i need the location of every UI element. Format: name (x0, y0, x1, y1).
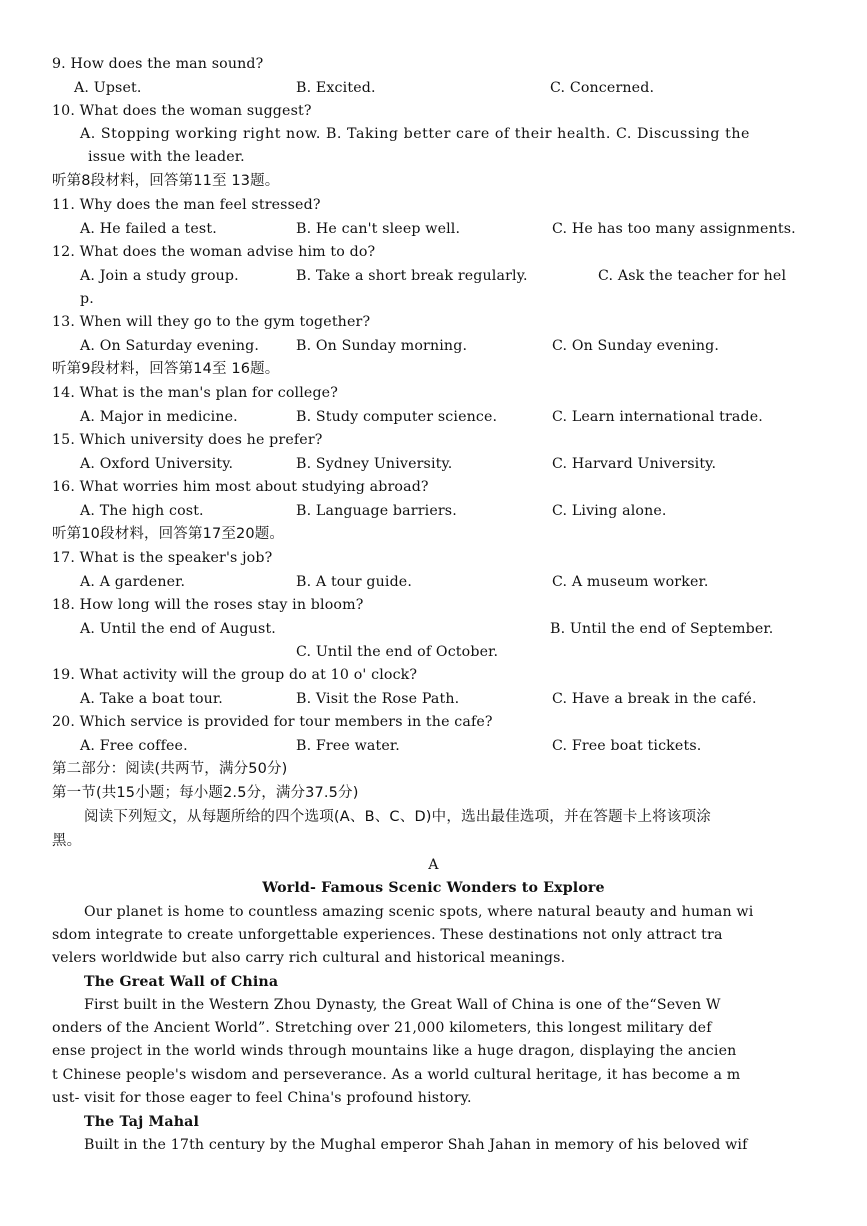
section-1-heading: 第一节(共15小题；每小题2.5分，满分37.5分) (52, 785, 359, 801)
question-14-option-b: B. Study computer science. (296, 409, 498, 425)
question-15-option-b: B. Sydney University. (296, 456, 453, 472)
question-20-stem: 20. Which service is provided for tour members in the cafe? (52, 714, 493, 730)
question-14-stem: 14. What is the man's plan for college? (52, 385, 338, 401)
question-12-stem: 12. What does the woman advise him to do? (52, 244, 376, 260)
question-12-option-a: A. Join a study group. (80, 268, 239, 284)
part-2-heading: 第二部分：阅读(共两节，满分50分) (52, 761, 288, 777)
section-8-instruction: 听第8段材料，回答第11至 13题。 (52, 173, 280, 189)
great-wall-line-1: First built in the Western Zhou Dynasty, the Great Wall of China is one of the“Seven W (84, 997, 721, 1013)
question-18-option-c: C. Until the end of October. (296, 644, 499, 660)
question-13-option-b: B. On Sunday morning. (296, 338, 468, 354)
question-13-stem: 13. When will they go to the gym together? (52, 314, 371, 330)
question-10-options-cont: issue with the leader. (88, 149, 245, 165)
passage-intro-line-2: sdom integrate to create unforgettable experiences. These destinations not only attract tra (52, 927, 723, 943)
question-13-option-c: C. On Sunday evening. (552, 338, 720, 354)
question-19-stem: 19. What activity will the group do at 10 o' clock? (52, 667, 418, 683)
section-9-instruction: 听第9段材料，回答第14至 16题。 (52, 361, 280, 377)
great-wall-line-3: ense project in the world winds through mountains like a huge dragon, displaying the ancien (52, 1043, 737, 1059)
question-18-option-b: B. Until the end of September. (550, 621, 774, 637)
question-19-option-a: A. Take a boat tour. (80, 691, 223, 707)
question-19-option-c: C. Have a break in the café. (552, 691, 757, 707)
question-14-option-a: A. Major in medicine. (80, 409, 238, 425)
question-17-option-c: C. A museum worker. (552, 574, 709, 590)
question-16-option-c: C. Living alone. (552, 503, 667, 519)
question-9-option-a: A. Upset. (74, 80, 142, 96)
question-19-option-b: B. Visit the Rose Path. (296, 691, 460, 707)
great-wall-line-5: ust- visit for those eager to feel China's profound history. (52, 1090, 472, 1106)
taj-mahal-line-1: Built in the 17th century by the Mughal emperor Shah Jahan in memory of his beloved wif (84, 1137, 748, 1153)
question-17-stem: 17. What is the speaker's job? (52, 550, 273, 566)
heading-taj-mahal: The Taj Mahal (84, 1114, 200, 1130)
question-9-option-c: C. Concerned. (550, 80, 655, 96)
passage-intro-line-1: Our planet is home to countless amazing scenic spots, where natural beauty and human wi (84, 904, 754, 920)
question-20-option-a: A. Free coffee. (80, 738, 188, 754)
question-15-stem: 15. Which university does he prefer? (52, 432, 323, 448)
great-wall-line-2: onders of the Ancient World”. Stretching over 21,000 kilometers, this longest military def (52, 1020, 712, 1036)
question-20-option-b: B. Free water. (296, 738, 400, 754)
question-18-option-a: A. Until the end of August. (80, 621, 276, 637)
heading-great-wall: The Great Wall of China (84, 974, 279, 990)
question-15-option-c: C. Harvard University. (552, 456, 717, 472)
question-17-option-b: B. A tour guide. (296, 574, 413, 590)
question-14-option-c: C. Learn international trade. (552, 409, 763, 425)
question-15-option-a: A. Oxford University. (80, 456, 234, 472)
question-9-stem: 9. How does the man sound? (52, 56, 264, 72)
question-10-options: A. Stopping working right now. B. Taking better care of their health. C. Discussing the (80, 126, 750, 142)
question-16-stem: 16. What worries him most about studying abroad? (52, 479, 429, 495)
question-20-option-c: C. Free boat tickets. (552, 738, 702, 754)
passage-intro-line-3: velers worldwide but also carry rich cultural and historical meanings. (52, 950, 566, 966)
question-12-option-c: C. Ask the teacher for hel (598, 268, 787, 284)
question-12-option-b: B. Take a short break regularly. (296, 268, 528, 284)
section-10-instruction: 听第10段材料，回答第17至20题。 (52, 526, 285, 542)
question-9-option-b: B. Excited. (296, 80, 376, 96)
question-18-stem: 18. How long will the roses stay in bloom? (52, 597, 364, 613)
question-12-option-c-cont: p. (80, 291, 94, 307)
question-17-option-a: A. A gardener. (80, 574, 186, 590)
question-11-option-a: A. He failed a test. (80, 221, 217, 237)
question-11-option-b: B. He can't sleep well. (296, 221, 461, 237)
question-16-option-a: A. The high cost. (80, 503, 204, 519)
question-11-stem: 11. Why does the man feel stressed? (52, 197, 321, 213)
question-13-option-a: A. On Saturday evening. (80, 338, 260, 354)
reading-instructions: 阅读下列短文，从每题所给的四个选项(A、B、C、D)中，选出最佳选项，并在答题卡上将该项涂 (84, 809, 711, 825)
question-10-stem: 10. What does the woman suggest? (52, 103, 312, 119)
great-wall-line-4: t Chinese people's wisdom and perseverance. As a world cultural heritage, it has become a m (52, 1067, 741, 1083)
reading-instructions-cont: 黑。 (52, 833, 82, 849)
passage-letter: A (428, 857, 439, 873)
question-16-option-b: B. Language barriers. (296, 503, 457, 519)
passage-title: World- Famous Scenic Wonders to Explore (262, 880, 605, 896)
question-11-option-c: C. He has too many assignments. (552, 221, 796, 237)
